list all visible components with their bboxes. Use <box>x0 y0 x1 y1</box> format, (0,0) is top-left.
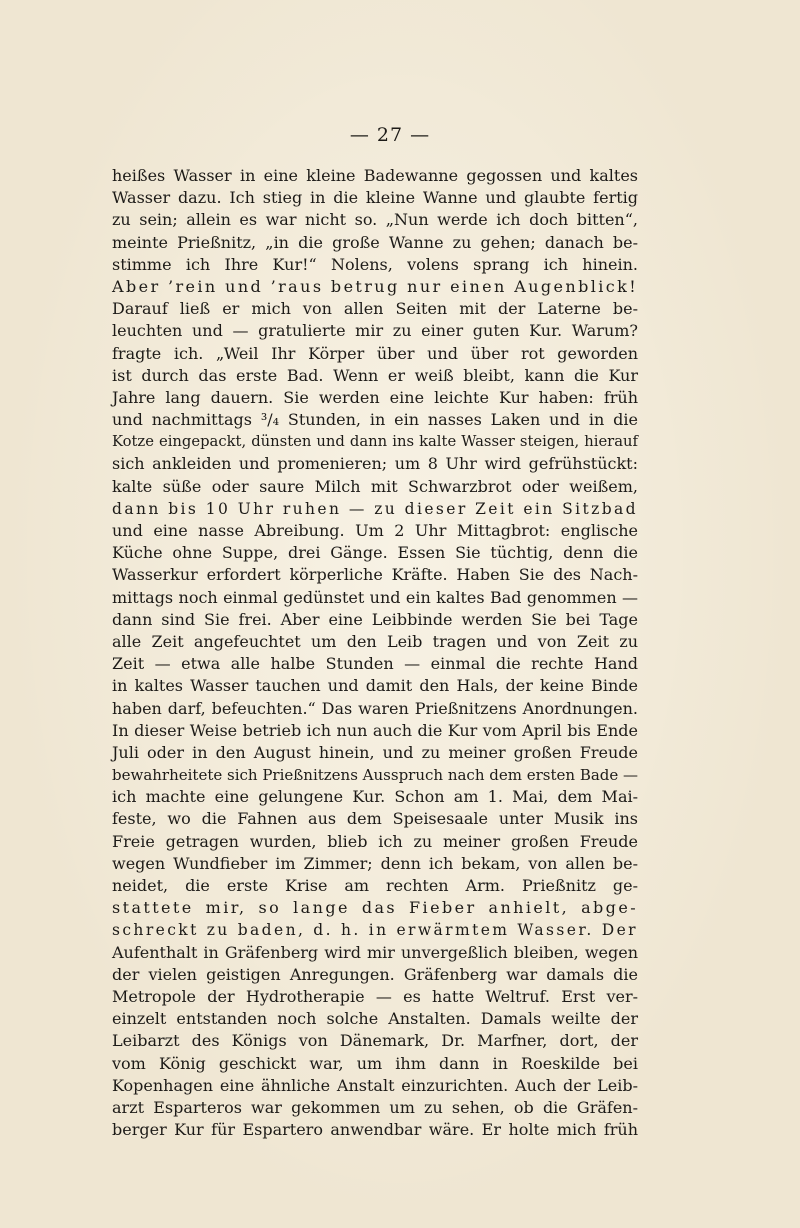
text-line: sich ankleiden und promenieren; um 8 Uhr wird gefrühstückt: <box>112 454 638 474</box>
text-line: und eine nasse Abreibung. Um 2 Uhr Mittagbrot: englische <box>112 521 638 540</box>
text-line: und nachmittags ³/₄ Stunden, in ein nasses Laken und in die <box>112 410 638 430</box>
text-line-emphasis: schreckt zu baden, d. h. in erwärmtem Wasser. Der <box>112 921 638 940</box>
text-line: Kopenhagen eine ähnliche Anstalt einzurichten. Auch der Leib- <box>112 1075 638 1095</box>
text-line: Juli oder in den August hinein, und zu meiner großen Freude <box>112 742 638 762</box>
text-line: Zeit — etwa alle halbe Stunden — einmal die rechte Hand <box>112 654 638 674</box>
text-line: dann sind Sie frei. Aber eine Leibbinde werden Sie bei Tage <box>112 609 638 629</box>
body-text <box>112 165 638 1141</box>
text-line: meinte Prießnitz, „in die große Wanne zu gehen; danach be- <box>112 232 638 252</box>
text-line: neidet, die erste Krise am rechten Arm. Prießnitz ge- <box>112 876 638 895</box>
text-line: mittags noch einmal gedünstet und ein kaltes Bad genommen — <box>112 587 638 607</box>
text-line: Kotze eingepackt, dünsten und dann ins kalte Wasser steigen, hierauf <box>112 433 638 451</box>
text-line: Wasserkur erfordert körperliche Kräfte. Haben Sie des Nach- <box>112 565 638 585</box>
text-line: haben darf, befeuchten.“ Das waren Prießnitzens Anordnungen. <box>112 698 638 718</box>
text-line-emphasis: Aber ’rein und ’raus betrug nur einen Augenblick! <box>112 276 639 296</box>
text-line: In dieser Weise betrieb ich nun auch die Kur vom April bis Ende <box>112 720 638 740</box>
text-line: Aufenthalt in Gräfenberg wird mir unvergeßlich bleiben, wegen <box>112 942 638 962</box>
text-line: leuchten und — gratulierte mir zu einer guten Kur. Warum? <box>112 321 638 341</box>
text-line: fragte ich. „Weil Ihr Körper über und über rot geworden <box>112 343 638 363</box>
text-line: Wasser dazu. Ich stieg in die kleine Wanne und glaubte fertig <box>112 188 638 208</box>
text-line: ich machte eine gelungene Kur. Schon am 1. Mai, dem Mai- <box>112 787 638 807</box>
text-line: heißes Wasser in eine kleine Badewanne gegossen und kaltes <box>112 166 638 185</box>
text-line: Freie getragen wurden, blieb ich zu meiner großen Freude <box>112 831 638 851</box>
text-line: stimme ich Ihre Kur!“ Nolens, volens sprang ich hinein. <box>112 254 638 274</box>
text-line-emphasis: dann bis 10 Uhr ruhen — zu dieser Zeit ein Sitzbad <box>112 499 638 518</box>
text-line: zu sein; allein es war nicht so. „Nun werde ich doch bitten“, <box>112 210 638 230</box>
text-line: kalte süße oder saure Milch mit Schwarzbrot oder weißem, <box>112 476 638 496</box>
text-line: Darauf ließ er mich von allen Seiten mit der Laterne be- <box>112 299 638 319</box>
text-line: wegen Wundfieber im Zimmer; denn ich bekam, von allen be- <box>112 853 638 873</box>
text-line: bewahrheitete sich Prießnitzens Ausspruch nach dem ersten Bade — <box>112 766 639 785</box>
text-line: ist durch das erste Bad. Wenn er weiß bleibt, kann die Kur <box>112 365 638 385</box>
text-line: Jahre lang dauern. Sie werden eine leichte Kur haben: früh <box>112 387 638 407</box>
text-line: in kaltes Wasser tauchen und damit den Hals, der keine Binde <box>112 676 638 696</box>
text-line: arzt Esparteros war gekommen um zu sehen, ob die Gräfen- <box>112 1097 638 1117</box>
text-line: vom König geschickt war, um ihm dann in Roeskilde bei <box>112 1053 638 1073</box>
text-line-emphasis: stattete mir, so lange das Fieber anhielt, abge- <box>112 898 638 918</box>
page-number: — 27 — <box>349 124 431 146</box>
text-line: Leibarzt des Königs von Dänemark, Dr. Marfner, dort, der <box>112 1031 638 1051</box>
text-line: feste, wo die Fahnen aus dem Speisesaale unter Musik ins <box>112 809 638 829</box>
text-line: alle Zeit angefeuchtet um den Leib tragen und von Zeit zu <box>112 631 638 651</box>
text-line: Küche ohne Suppe, drei Gänge. Essen Sie tüchtig, denn die <box>112 543 638 563</box>
text-line: berger Kur für Espartero anwendbar wäre. Er holte mich früh <box>112 1120 638 1140</box>
text-line: Metropole der Hydrotherapie — es hatte Weltruf. Erst ver- <box>112 986 638 1006</box>
text-line: einzelt entstanden noch solche Anstalten. Damals weilte der <box>112 1009 638 1029</box>
text-line: der vielen geistigen Anregungen. Gräfenberg war damals die <box>112 964 638 984</box>
